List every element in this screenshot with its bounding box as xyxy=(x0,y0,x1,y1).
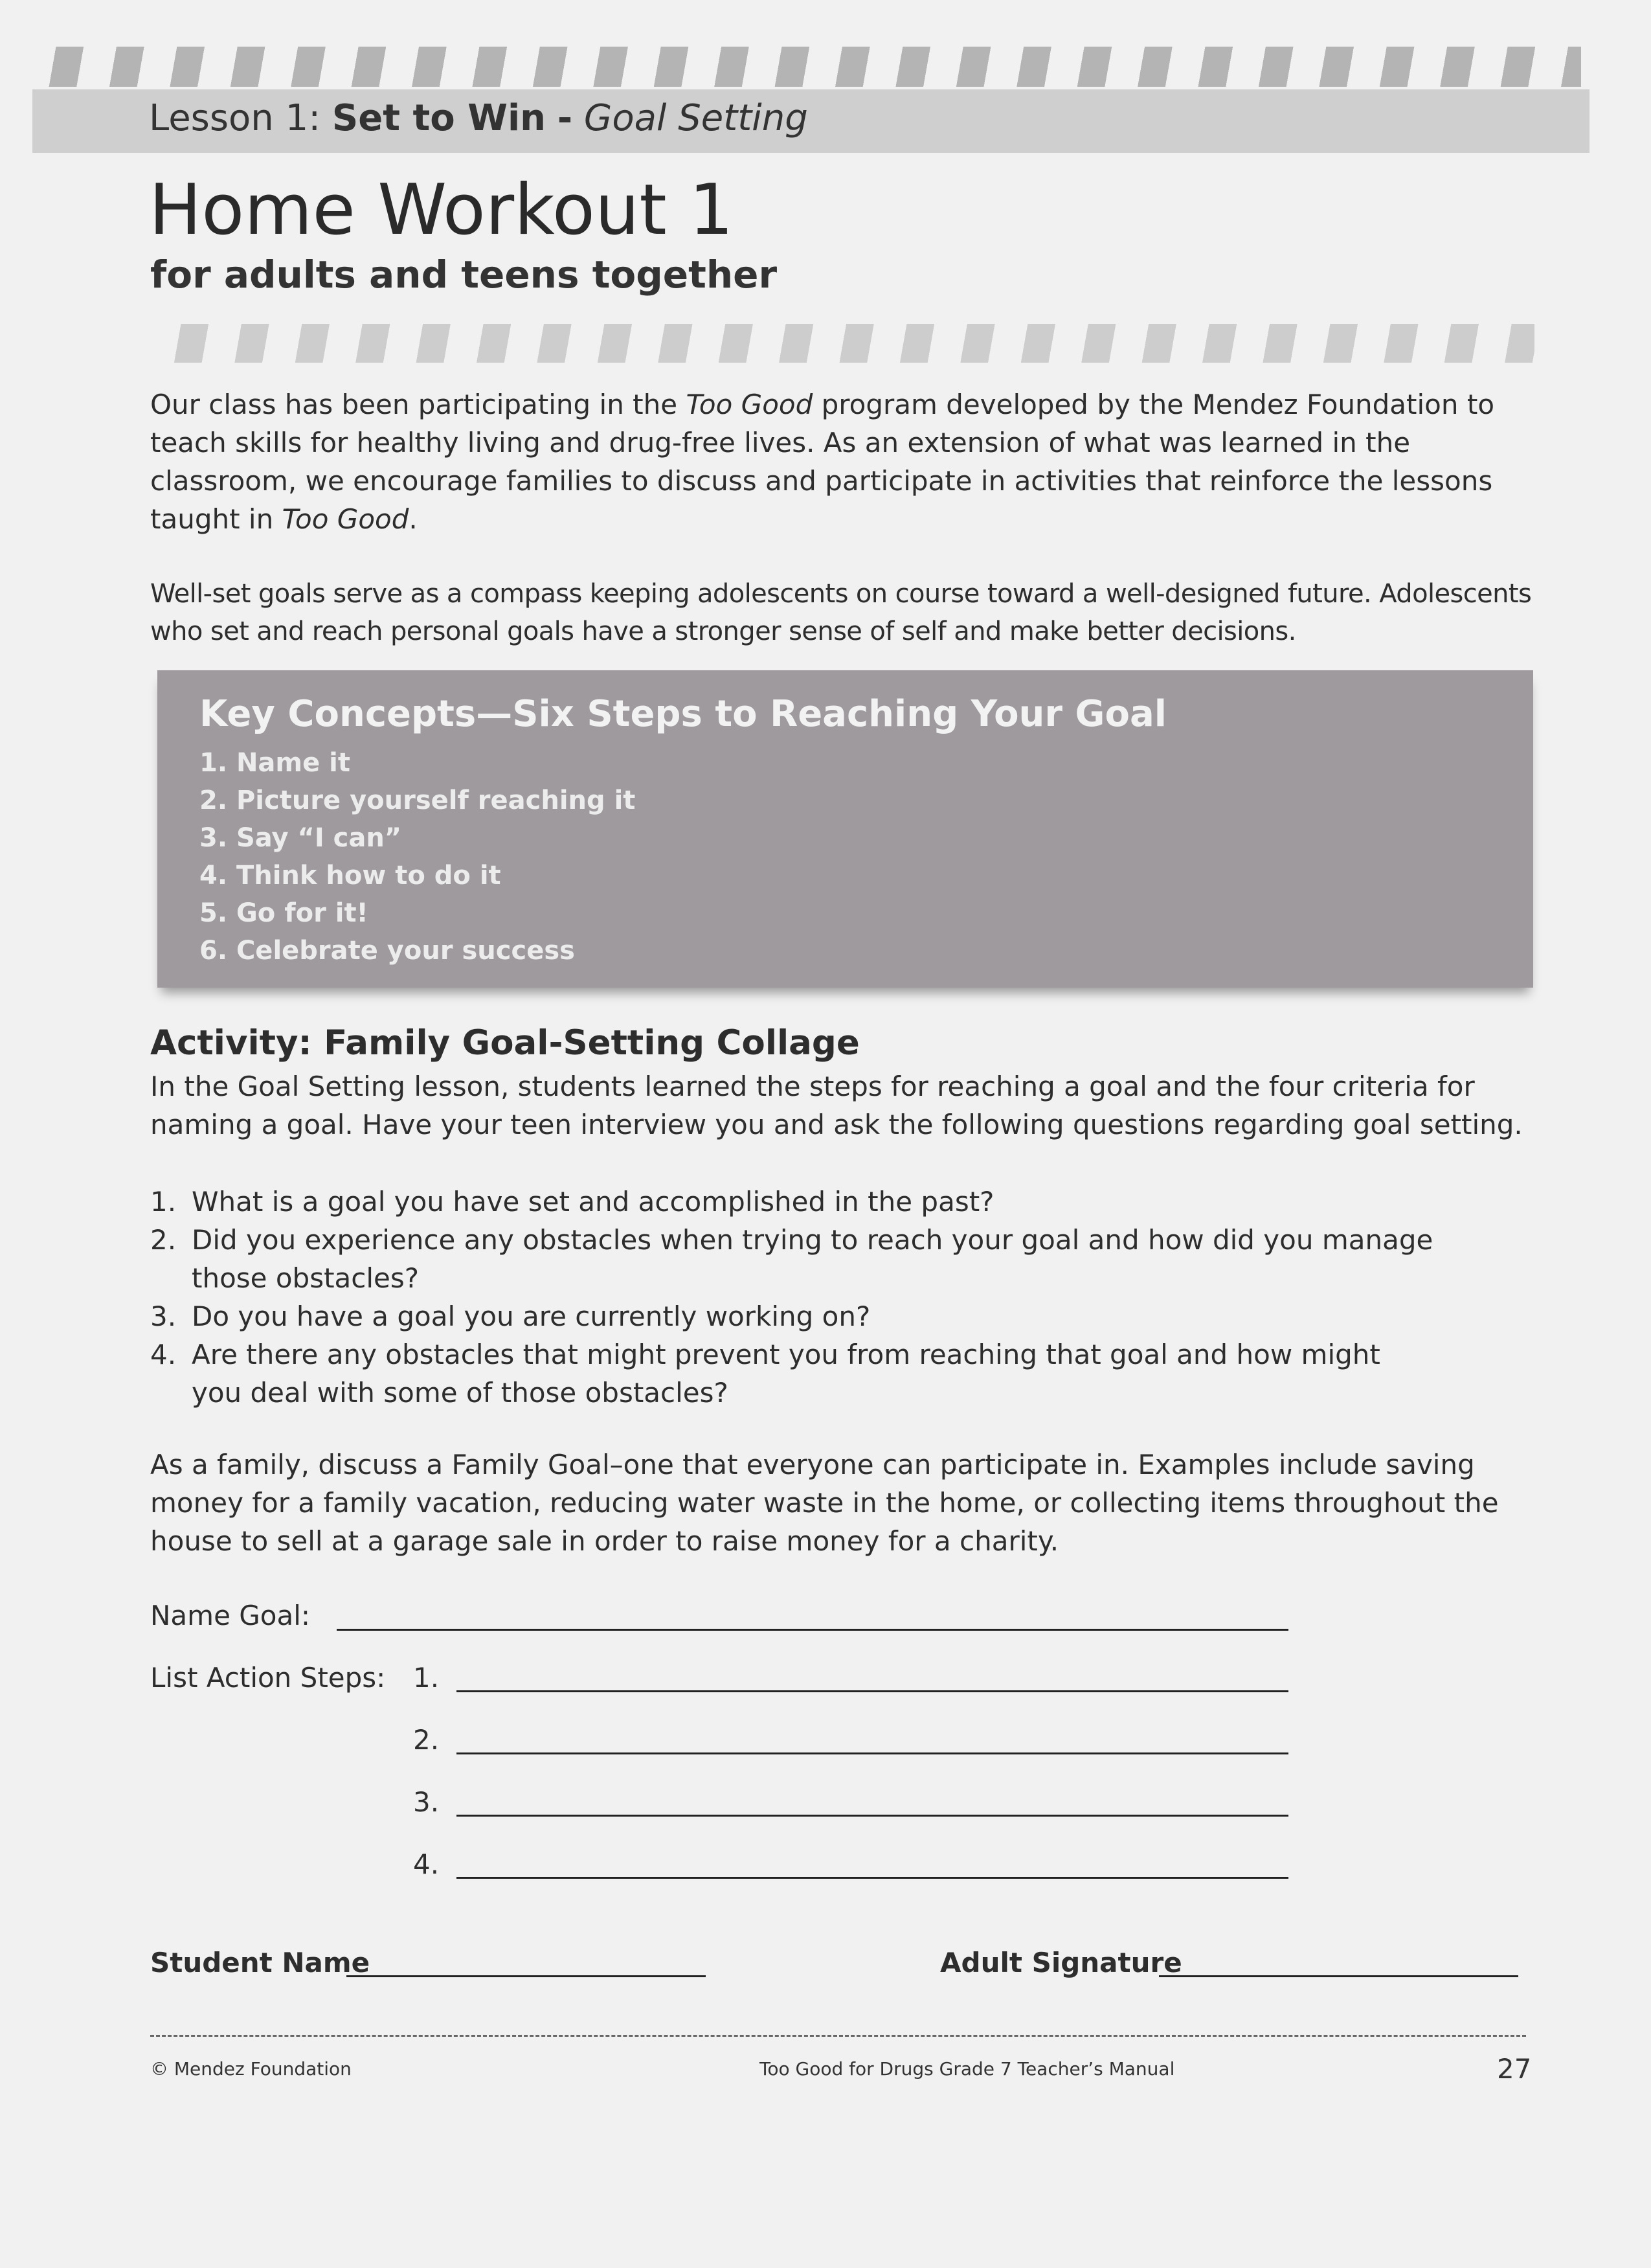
decorative-stripe-divider xyxy=(159,324,1534,363)
action-steps-label: List Action Steps: xyxy=(150,1662,386,1694)
step-number: 4. xyxy=(413,1848,440,1880)
question-item xyxy=(150,1221,1433,1297)
name-goal-label: Name Goal: xyxy=(150,1600,311,1631)
question-text: Did you experience any obstacles when trying to reach your goal and how did you manage xyxy=(192,1224,1433,1256)
family-goal-paragraph: As a family, discuss a Family Goal–one that everyone can participate in. Examples include saving money for a family vacation, reducing water waste in the home, or collecting items throughout the house to sell at a garage sale in order to raise money for a charity. xyxy=(150,1449,1499,1557)
step-number: 1. xyxy=(413,1662,440,1694)
name-goal-input-line[interactable] xyxy=(337,1629,1288,1631)
lesson-prefix: Lesson 1: xyxy=(149,97,321,139)
question-text: Are there any obstacles that might prevent you from reaching that goal and how might xyxy=(192,1339,1380,1370)
page-subtitle: for adults and teens together xyxy=(150,253,778,297)
step-number: 3. xyxy=(413,1786,440,1818)
question-number: 4. xyxy=(150,1339,177,1370)
question-text-continued: those obstacles? xyxy=(192,1262,420,1294)
student-name-label: Student Name xyxy=(150,1947,370,1979)
action-step-input-line[interactable] xyxy=(456,1815,1288,1817)
question-text: Do you have a goal you are currently working on? xyxy=(192,1300,871,1332)
page-title: Home Workout 1 xyxy=(149,170,734,251)
page-number: 27 xyxy=(1497,2053,1532,2085)
lesson-title xyxy=(149,97,808,139)
lesson-separator: - xyxy=(557,97,573,139)
key-concept-item: 4. Think how to do it xyxy=(199,861,501,890)
question-item xyxy=(150,1183,994,1221)
lesson-topic: Goal Setting xyxy=(583,97,808,139)
key-concept-item: 2. Picture yourself reaching it xyxy=(199,786,636,815)
program-name: Too Good xyxy=(282,503,409,535)
goals-paragraph: Well-set goals serve as a compass keeping adolescents on course toward a well-designed future. Adolescents who set and reach personal goals have a stronger sense of self and make better decisions. xyxy=(150,579,1532,646)
question-text-continued: you deal with some of those obstacles? xyxy=(192,1377,728,1409)
question-number: 1. xyxy=(150,1186,177,1218)
action-step-input-line[interactable] xyxy=(456,1690,1288,1692)
footer-divider xyxy=(150,2035,1526,2037)
key-concepts-title: Key Concepts—Six Steps to Reaching Your Goal xyxy=(199,693,1167,735)
intro-paragraph xyxy=(150,385,1549,538)
intro-text: Our class has been participating in the xyxy=(150,389,686,420)
step-number: 2. xyxy=(413,1724,440,1756)
adult-signature-input-line[interactable] xyxy=(1159,1975,1518,1977)
program-name: Too Good xyxy=(686,389,813,420)
action-step-input-line[interactable] xyxy=(456,1877,1288,1879)
key-concept-item: 5. Go for it! xyxy=(199,898,368,928)
key-concept-item: 6. Celebrate your success xyxy=(199,936,575,966)
question-item xyxy=(150,1335,1380,1412)
activity-title: Activity: Family Goal-Setting Collage xyxy=(150,1023,860,1063)
question-number: 2. xyxy=(150,1224,177,1256)
student-name-input-line[interactable] xyxy=(346,1975,706,1977)
footer-copyright: © Mendez Foundation xyxy=(150,2058,352,2080)
question-text: What is a goal you have set and accomplished in the past? xyxy=(192,1186,994,1218)
decorative-stripe-band xyxy=(34,47,1581,87)
adult-signature-label: Adult Signature xyxy=(940,1947,1182,1979)
intro-text: . xyxy=(409,503,418,535)
question-number: 3. xyxy=(150,1300,177,1332)
action-step-input-line[interactable] xyxy=(456,1752,1288,1754)
lesson-name: Set to Win xyxy=(331,97,546,139)
key-concept-item: 1. Name it xyxy=(199,748,350,778)
activity-intro: In the Goal Setting lesson, students learned the steps for reaching a goal and the four criteria for naming a goal. Have your teen interview you and ask the following questions regarding goal setting. xyxy=(150,1071,1523,1140)
intro-text: program developed by the Mendez Foundation to teach skills for healthy living and drug-free lives. As an extension of what was learned in the classroom, we encourage families to discuss and participate in activities that reinforce the lessons taught in xyxy=(150,389,1495,535)
footer-manual-title: Too Good for Drugs Grade 7 Teacher’s Manual xyxy=(759,2058,1175,2080)
question-item xyxy=(150,1297,870,1335)
key-concept-item: 3. Say “I can” xyxy=(199,823,402,853)
